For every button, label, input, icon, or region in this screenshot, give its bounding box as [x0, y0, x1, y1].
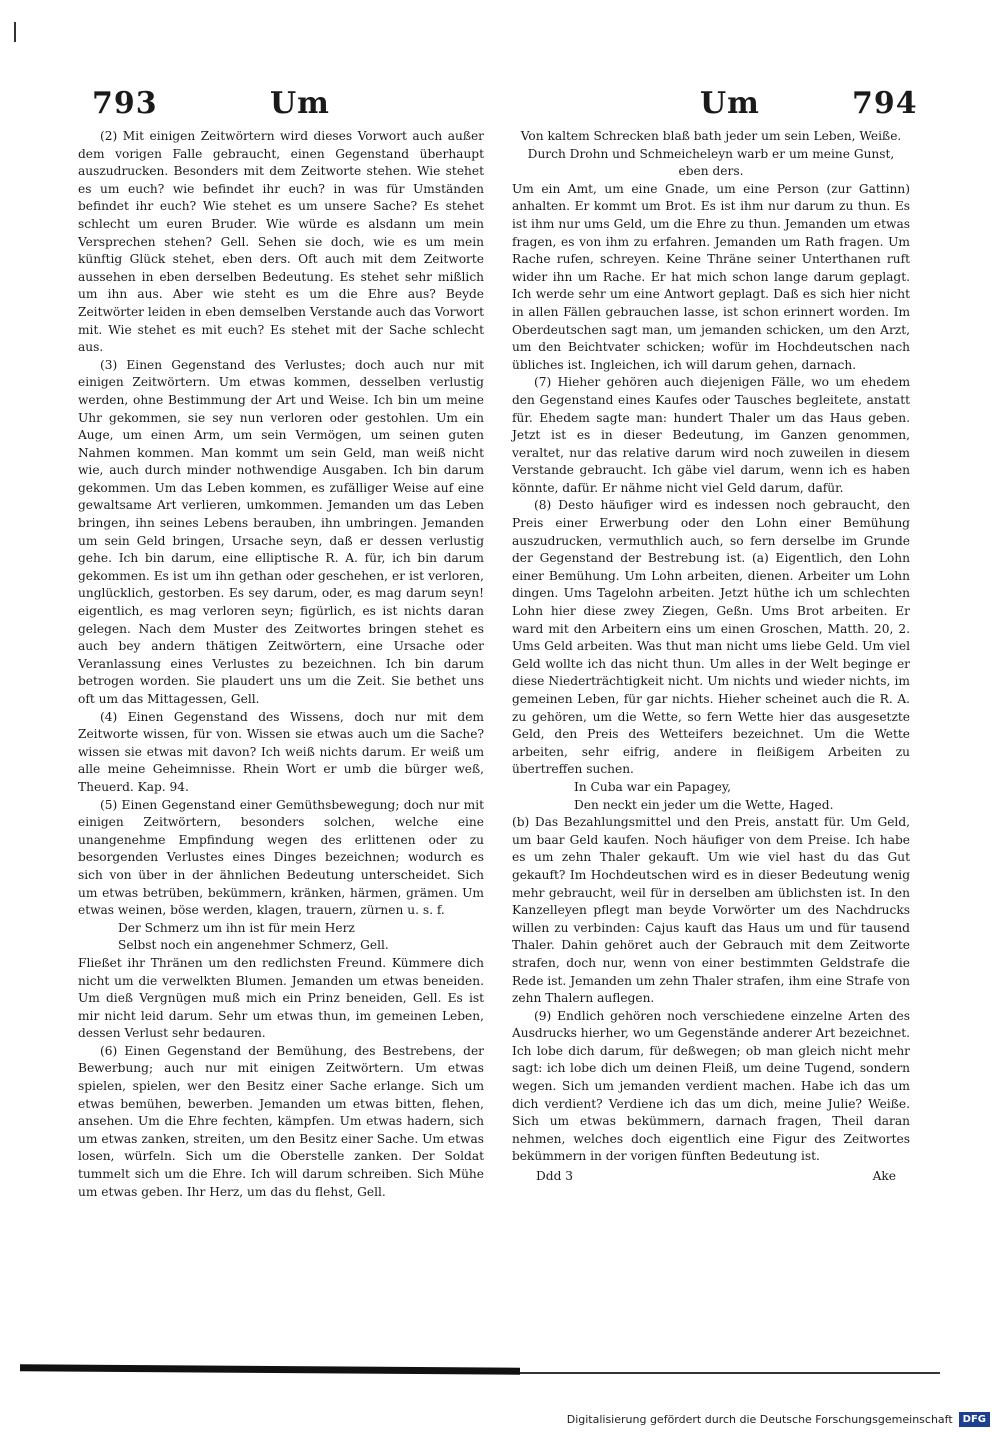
scan-shadow-bar — [20, 1364, 520, 1374]
paragraph: (2) Mit einigen Zeitwörtern wird dieses Vorwort auch außer dem vorigen Falle gebraucht, einen Gegenstand überhaupt auszudrucken. Besonders mit dem Zeitworte stehen. Wie stehet es um euch? wie befindet ihr euch? in was für Umständen befindet ihr euch? Wie stehet es um unsere Sache? Es stehet schlecht um euren Bruder. Wie würde es alsdann um mein Versprechen stehen? Gell. Sehen sie doch, wie es um mein künftig Glück stehet, eben ders. Oft auch mit dem Zeitworte aussehen in eben derselben Bedeutung. Es stehet sehr mißlich um ihn aus. Aber wie steht es um die Ehre aus? Beyde Zeitwörter leiden in eben demselben Verstande auch das Vorwort mit. Wie stehet es mit euch? Es stehet mit der Sache schlecht aus. — [78, 129, 484, 355]
paragraph: (b) Das Bezahlungsmittel und den Preis, anstatt für. Um Geld, um baar Geld kaufen. Noch häufiger von dem Preise. Ich habe es um zehn Thaler gekauft. Um wie viel hast du das Gut gekauft? Im Hochdeutschen wird es in dieser Bedeutung wenig mehr gebraucht, weil für in derselben am üblichsten ist. In den Kanzelleyen pflegt man beyde Vorwörter um des Nachdrucks willen zu verbinden: Cajus kauft das Haus um und für tausend Thaler. Dahin gehöret auch der Gebrauch mit dem Zeitworte strafen, doch nur, wenn von einer bestimmten Geldstrafe die Rede ist. Jemanden um zehn Thaler strafen, ihm eine Strafe von zehn Thalern auflegen. — [512, 815, 910, 1006]
paragraph: (6) Einen Gegenstand der Bemühung, des Bestrebens, der Bewerbung; auch nur mit einigen Zeitwörtern. Um etwas spielen, spielen, wer den Besitz einer Sache erlange. Sich um etwas bemühen, bewerben. Jemanden um etwas bitten, flehen, ansehen. Um die Ehre fechten, kämpfen. Um etwas hadern, sich um etwas zanken, streiten, um den Besitz einer Sache. Um etwas losen, würfeln. Sich um die Oberstelle zanken. Der Soldat tummelt sich um die Ehre. Ich will darum schreiben. Sich Mühe um etwas geben. Ihr Herz, um das du flehst, Gell. — [78, 1043, 484, 1199]
footer-text: Digitalisierung gefördert durch die Deutsche Forschungsgemeinschaft — [566, 1413, 953, 1426]
paragraph: Fließet ihr Thränen um den redlichsten Freund. Kümmere dich nicht um die verwelkten Blumen. Jemanden um etwas beneiden. Um dieß Vergnügen muß mich ein Prinz beneiden, Gell. Es ist mir nicht leid darum. Sehr um etwas thun, im gemeinen Leben, dessen Verlust sehr bedauren. — [78, 955, 484, 1041]
verse-line: Den neckt ein jeder um die Wette, Haged. — [574, 797, 834, 812]
left-running-head: Um — [270, 86, 330, 121]
catchword: Ake — [872, 1169, 896, 1184]
signature-mark: Ddd 3 — [536, 1169, 574, 1184]
paragraph: (4) Einen Gegenstand des Wissens, doch nur mit dem Zeitworte wissen, für von. Wissen sie etwas auch um die Sache? wissen sie etwas mit davon? Ich weiß nichts darum. Er weiß um alle meine Geheimnisse. Rhein Wort er umb die bürger weß, Theuerd. Kap. 94. — [78, 709, 484, 794]
left-page-number: 793 — [92, 86, 158, 121]
verse-line: Durch Drohn und Schmeicheleyn warb er um meine Gunst, eben ders. — [527, 146, 895, 179]
scan-edge-line — [520, 1372, 940, 1374]
scan-edge-mark — [14, 22, 22, 42]
right-page-number: 794 — [852, 86, 918, 121]
paragraph: (8) Desto häufiger wird es indessen noch gebraucht, den Preis einer Erwerbung oder den Lohn einer Bemühung auszudrucken, vermuthlich auch, so fern derselbe im Grunde der Gegenstand der Bestrebung ist. (a) Eigentlich, den Lohn einer Bemühung. Um Lohn arbeiten, dienen. Arbeiter um Lohn dingen. Ums Tagelohn arbeiten. Jetzt hüthe ich um schlechten Lohn hier diese zwey Ziegen, Geßn. Ums Brot arbeiten. Er ward mit den Arbeitern eins um einen Groschen, Matth. 20, 2. Ums Geld arbeiten. Was thut man nicht ums liebe Geld. Um viel Geld wollte ich das nicht thun. Um alles in der Welt beginge er diese Niederträchtigkeit nicht. Um nichts und wieder nichts, im gemeinen Leben, für gar nichts. Hieher scheinet auch die R. A. zu gehören, um die Wette, so fern Wette hier das ausgesetzte Geld, den Preis des Wetteifers bezeichnet. Um die Wette arbeiten, sehr eifrig, andere in fleißigem Arbeiten zu übertreffen suchen. — [512, 498, 910, 777]
left-column — [78, 128, 484, 1201]
verse-line: Der Schmerz um ihn ist für mein Herz — [118, 920, 355, 935]
right-running-head: Um — [700, 86, 760, 121]
right-column — [512, 128, 910, 1186]
dfg-logo: DFG — [959, 1412, 990, 1427]
paragraph: (7) Hieher gehören auch diejenigen Fälle, wo um ehedem den Gegenstand eines Kaufes oder Tausches begleitete, anstatt für. Ehedem sagte man: hundert Thaler um das Haus geben. Jetzt ist es in dieser Bedeutung, im Ganzen genommen, veraltet, nur das relative darum wird noch zuweilen in diesem Verstande gebraucht. Ich gäbe viel darum, wenn ich es haben könnte, dafür. Er nähme nicht viel Geld darum, dafür. — [512, 375, 910, 495]
paragraph: (3) Einen Gegenstand des Verlustes; doch auch nur mit einigen Zeitwörtern. Um etwas kommen, desselben verlustig werden, ohne Bestimmung der Art und Weise. Ich bin um meine Uhr gekommen, sie sey nun verloren oder gestohlen. Um ein Auge, um einen Arm, um sein Vermögen, um seinen guten Nahmen kommen. Man kommt um sein Geld, man weiß nicht wie, auch durch minder nothwendige Ausgaben. Ich bin darum gekommen. Um das Leben kommen, es zufälliger Weise auf eine gewaltsame Art verlieren, umkommen. Jemanden um das Leben bringen, ihn seines Lebens berauben, ihn umbringen. Jemanden um sein Geld bringen, Ursache seyn, daß er dessen verlustig gehe. Ich bin darum, eine elliptische R. A. für, ich bin darum gekommen. Es ist um ihn gethan oder geschehen, er ist verloren, unglücklich, gestorben. Es sey darum, oder, es mag darum seyn! eigentlich, es mag verloren seyn; figürlich, es ist nichts daran gelegen. Nach dem Muster des Zeitwortes bringen stehet es auch bey andern thätigen Zeitwörtern, eine Ursache oder Veranlassung eines Verlustes zu bezeichnen. Ich bin darum betrogen worden. Sie plaudert uns um die Zeit. Sie bethet uns oft um das Mittagessen, Gell. — [78, 357, 484, 706]
paragraph: (5) Einen Gegenstand einer Gemüthsbewegung; doch nur mit einigen Zeitwörtern, besonders solchen, welche eine unangenehme Empfindung wegen des erlittenen oder zu besorgenden Verlustes eines Dinges bezeichnen; wodurch es sich von über in der ähnlichen Bedeutung unterscheidet. Sich um etwas betrüben, bekümmern, kränken, härmen, grämen. Um etwas weinen, böse werden, klagen, trauern, zürnen u. s. f. — [78, 797, 484, 918]
paragraph: Um ein Amt, um eine Gnade, um eine Person (zur Gattinn) anhalten. Er kommt um Brot. Es ist ihm nur darum zu thun. Es ist ihm nur ums Geld, um die Ehre zu thun. Jemanden um etwas fragen, es von ihm zu erfahren. Jemanden um Rath fragen. Um Rache rufen, schreyen. Keine Thräne seiner Unterthanen ruft wider ihn um Rache. Er hat mich schon lange darum geplagt. Ich werde sehr um eine Antwort geplagt. Daß es sich hier nicht in allen Fällen gebrauchen lasse, ist schon erinnert worden. Im Oberdeutschen sagt man, um jemanden schicken, um den Arzt, um den Beichtvater schicken; wofür im Hochdeutschen nach übliches ist. Ingleichen, ich will darum gehen, darnach. — [512, 181, 910, 372]
signature-line — [512, 1168, 910, 1186]
paragraph: (9) Endlich gehören noch verschiedene einzelne Arten des Ausdrucks hierher, wo um Gegenstände anderer Art bezeichnet. Ich lobe dich darum, für deßwegen; ob man gleich nicht mehr sagt: ich lobe dich um deinen Fleiß, um deine Tugend, sondern wegen. Sich um jemanden verdient machen. Habe ich das um dich verdient? Verdiene ich das um dich, meine Julie? Weiße. Sich um etwas bekümmern, darnach fragen, Theil daran nehmen, welches doch eigentlich eine Figur des Zeitwortes bekümmern in der vorigen fünften Bedeutung ist. — [512, 1008, 911, 1164]
verse-line: In Cuba war ein Papagey, — [574, 779, 732, 794]
verse-line: Selbst noch ein angenehmer Schmerz, Gell. — [118, 938, 389, 953]
verse-line: Von kaltem Schrecken blaß bath jeder um sein Leben, Weiße. — [520, 129, 902, 143]
funding-footer — [567, 1412, 990, 1427]
